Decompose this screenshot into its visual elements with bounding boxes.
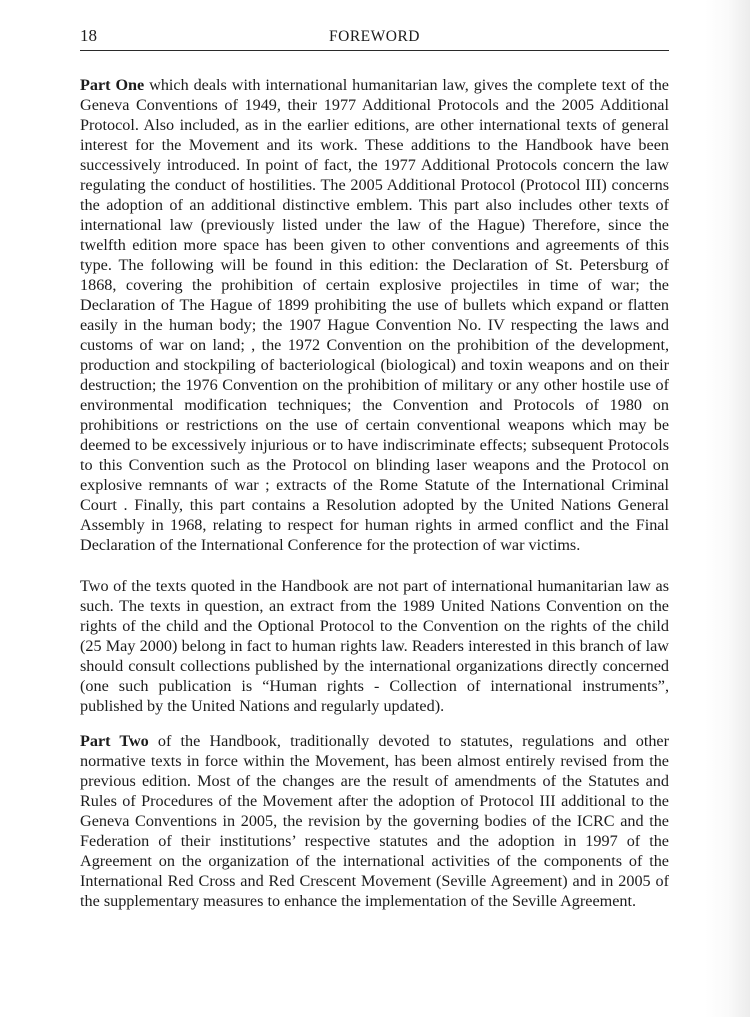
paragraph-human-rights-note xyxy=(80,576,669,716)
paragraph-part-one xyxy=(80,75,669,555)
paragraph-body: Two of the texts quoted in the Handbook are not part of international humanitarian law as such. The texts in question, an extract from the 1989 United Nations Convention on the rights of the child and the Optional Protocol to the Convention on the rights of the child (25 May 2000) belong in fact to human rights law. Readers interested in this branch of law should consult collections published by the international organizations directly concerned (one such publication is “Human rights - Collection of international instruments”, published by the United Nations and regularly updated). xyxy=(80,577,669,715)
body-text xyxy=(80,75,669,911)
running-title: FOREWORD xyxy=(329,28,420,45)
paragraph-part-two xyxy=(80,731,669,911)
paragraph-body: of the Handbook, traditionally devoted to statutes, regulations and other normative texts in force within the Movement, has been almost entirely revised from the previous edition. Most of the changes are the result of amendments of the Statutes and Rules of Procedures of the Movement after the adoption of Protocol III additional to the Geneva Conventions in 2005, the revision by the governing bodies of the ICRC and the Federation of their institutions’ respective statutes and the adoption in 1997 of the Agreement on the organization of the international activities of the components of the International Red Cross and Red Crescent Movement (Seville Agreement) and in 2005 of the supplementary measures to enhance the implementation of the Seville Agreement. xyxy=(80,732,669,910)
paragraph-lead: Part Two xyxy=(80,732,149,750)
paragraph-lead: Part One xyxy=(80,76,145,94)
paragraph-body: which deals with international humanitarian law, gives the complete text of the Geneva Conventions of 1949, their 1977 Additional Protocols and the 2005 Additional Protocol. Also included, as in the earlier editions, are other international texts of general interest for the Movement and its work. These additions to the Handbook have been successively introduced. In point of fact, the 1977 Additional Protocols concern the law regulating the conduct of hostilities. The 2005 Additional Protocol (Protocol III) concerns the adoption of an additional distinctive emblem. This part also includes other texts of international law (previously listed under the law of the Hague) Therefore, since the twelfth edition more space has been given to other conventions and agreements of this type. The following will be found in this edition: the Declaration of St. Petersburg of 1868, covering the prohibition of certain explosive projectiles in time of war; the Declaration of The Hague of 1899 prohibiting the use of bullets which expand or flatten easily in the human body; the 1907 Hague Convention No. IV respecting the laws and customs of war on land; , the 1972 Convention on the prohibition of the development, production and stockpiling of bacteriological (biological) and toxin weapons and on their destruction; the 1976 Convention on the prohibition of military or any other hostile use of environmental modification techniques; the Convention and Protocols of 1980 on prohibitions or restrictions on the use of certain conventional weapons which may be deemed to be excessively injurious or to have indiscriminate effects; subsequent Protocols to this Convention such as the Protocol on blinding laser weapons and the Protocol on explosive remnants of war ; extracts of the Rome Statute of the International Criminal Court . Finally, this part contains a Resolution adopted by the United Nations General Assembly in 1968, relating to respect for human rights in armed conflict and the Final Declaration of the International Conference for the protection of war victims. xyxy=(80,76,669,554)
page-header xyxy=(80,26,669,51)
page-number: 18 xyxy=(80,26,97,45)
